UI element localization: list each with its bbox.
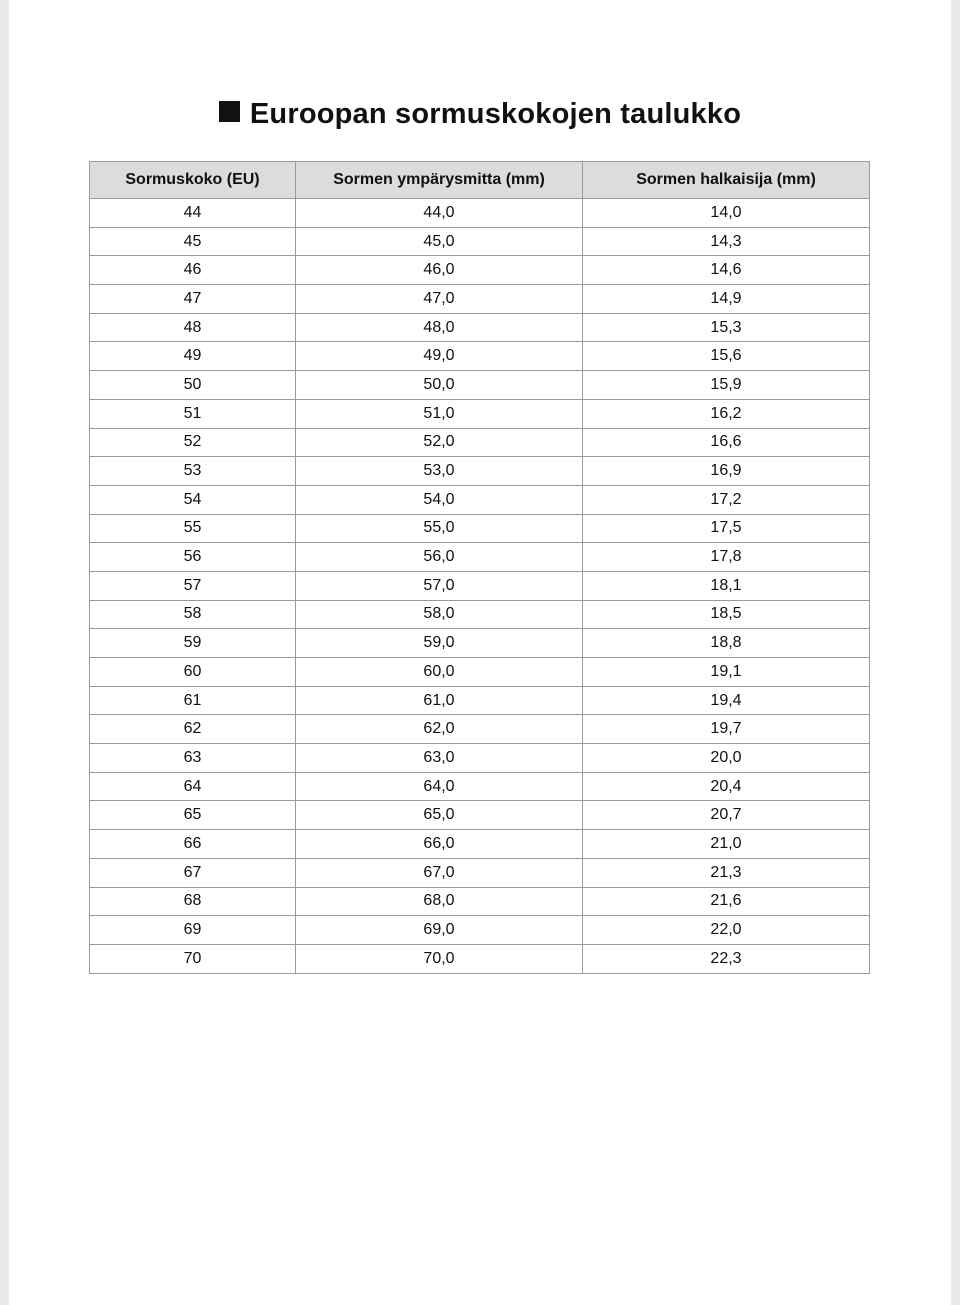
cell-ring-size: 60	[90, 658, 296, 687]
cell-ring-size: 48	[90, 313, 296, 342]
ring-size-table	[89, 161, 870, 974]
cell-circumference: 64,0	[296, 772, 583, 801]
cell-circumference: 55,0	[296, 514, 583, 543]
cell-circumference: 65,0	[296, 801, 583, 830]
cell-circumference: 45,0	[296, 227, 583, 256]
cell-diameter: 19,7	[583, 715, 870, 744]
table-row	[90, 858, 870, 887]
cell-diameter: 19,4	[583, 686, 870, 715]
table-row	[90, 485, 870, 514]
cell-diameter: 15,6	[583, 342, 870, 371]
header-circumference: Sormen ympärysmitta (mm)	[296, 162, 583, 199]
header-ring-size: Sormuskoko (EU)	[90, 162, 296, 199]
cell-circumference: 57,0	[296, 571, 583, 600]
cell-ring-size: 53	[90, 457, 296, 486]
cell-circumference: 48,0	[296, 313, 583, 342]
table-row	[90, 744, 870, 773]
cell-ring-size: 50	[90, 371, 296, 400]
cell-diameter: 14,9	[583, 285, 870, 314]
table-header-row	[90, 162, 870, 199]
table-row	[90, 514, 870, 543]
cell-circumference: 70,0	[296, 944, 583, 973]
table-row	[90, 887, 870, 916]
cell-circumference: 59,0	[296, 629, 583, 658]
cell-circumference: 68,0	[296, 887, 583, 916]
cell-diameter: 21,3	[583, 858, 870, 887]
cell-ring-size: 57	[90, 571, 296, 600]
cell-ring-size: 68	[90, 887, 296, 916]
black-square-icon	[219, 101, 240, 122]
cell-diameter: 18,1	[583, 571, 870, 600]
cell-diameter: 21,6	[583, 887, 870, 916]
table-row	[90, 256, 870, 285]
cell-circumference: 69,0	[296, 916, 583, 945]
cell-circumference: 51,0	[296, 399, 583, 428]
cell-diameter: 21,0	[583, 830, 870, 859]
cell-circumference: 63,0	[296, 744, 583, 773]
cell-diameter: 20,7	[583, 801, 870, 830]
cell-ring-size: 45	[90, 227, 296, 256]
cell-circumference: 46,0	[296, 256, 583, 285]
cell-circumference: 66,0	[296, 830, 583, 859]
table-row	[90, 629, 870, 658]
cell-ring-size: 49	[90, 342, 296, 371]
table-row	[90, 428, 870, 457]
cell-ring-size: 52	[90, 428, 296, 457]
cell-ring-size: 58	[90, 600, 296, 629]
table-row	[90, 227, 870, 256]
cell-ring-size: 61	[90, 686, 296, 715]
cell-circumference: 61,0	[296, 686, 583, 715]
cell-diameter: 15,3	[583, 313, 870, 342]
cell-ring-size: 69	[90, 916, 296, 945]
cell-diameter: 14,0	[583, 199, 870, 228]
cell-circumference: 47,0	[296, 285, 583, 314]
cell-diameter: 19,1	[583, 658, 870, 687]
cell-circumference: 62,0	[296, 715, 583, 744]
cell-diameter: 16,9	[583, 457, 870, 486]
page-title	[9, 98, 951, 131]
cell-ring-size: 63	[90, 744, 296, 773]
cell-ring-size: 59	[90, 629, 296, 658]
cell-ring-size: 46	[90, 256, 296, 285]
cell-circumference: 58,0	[296, 600, 583, 629]
cell-diameter: 17,5	[583, 514, 870, 543]
table-row	[90, 571, 870, 600]
cell-circumference: 52,0	[296, 428, 583, 457]
table-row	[90, 285, 870, 314]
table-row	[90, 313, 870, 342]
table-row	[90, 399, 870, 428]
cell-diameter: 17,8	[583, 543, 870, 572]
table-body	[90, 199, 870, 974]
table-row	[90, 916, 870, 945]
table-row	[90, 801, 870, 830]
cell-ring-size: 62	[90, 715, 296, 744]
cell-ring-size: 55	[90, 514, 296, 543]
cell-diameter: 17,2	[583, 485, 870, 514]
cell-diameter: 14,3	[583, 227, 870, 256]
cell-circumference: 67,0	[296, 858, 583, 887]
table-row	[90, 658, 870, 687]
cell-diameter: 15,9	[583, 371, 870, 400]
cell-diameter: 22,0	[583, 916, 870, 945]
cell-ring-size: 51	[90, 399, 296, 428]
cell-ring-size: 65	[90, 801, 296, 830]
cell-ring-size: 54	[90, 485, 296, 514]
cell-ring-size: 67	[90, 858, 296, 887]
cell-circumference: 54,0	[296, 485, 583, 514]
table-row	[90, 199, 870, 228]
table-row	[90, 543, 870, 572]
header-diameter: Sormen halkaisija (mm)	[583, 162, 870, 199]
cell-diameter: 14,6	[583, 256, 870, 285]
cell-ring-size: 47	[90, 285, 296, 314]
table-row	[90, 830, 870, 859]
cell-diameter: 18,8	[583, 629, 870, 658]
cell-circumference: 53,0	[296, 457, 583, 486]
cell-diameter: 20,4	[583, 772, 870, 801]
cell-diameter: 18,5	[583, 600, 870, 629]
cell-circumference: 49,0	[296, 342, 583, 371]
cell-circumference: 50,0	[296, 371, 583, 400]
cell-circumference: 56,0	[296, 543, 583, 572]
cell-diameter: 22,3	[583, 944, 870, 973]
cell-diameter: 16,6	[583, 428, 870, 457]
cell-ring-size: 44	[90, 199, 296, 228]
cell-ring-size: 56	[90, 543, 296, 572]
cell-ring-size: 64	[90, 772, 296, 801]
cell-circumference: 60,0	[296, 658, 583, 687]
document-page	[9, 0, 951, 1305]
table-row	[90, 715, 870, 744]
cell-diameter: 20,0	[583, 744, 870, 773]
page-title-text: Euroopan sormuskokojen taulukko	[249, 98, 742, 130]
table-row	[90, 371, 870, 400]
table-row	[90, 600, 870, 629]
table-row	[90, 342, 870, 371]
table-row	[90, 944, 870, 973]
cell-ring-size: 66	[90, 830, 296, 859]
table-row	[90, 686, 870, 715]
table-row	[90, 457, 870, 486]
cell-ring-size: 70	[90, 944, 296, 973]
cell-circumference: 44,0	[296, 199, 583, 228]
cell-diameter: 16,2	[583, 399, 870, 428]
table-row	[90, 772, 870, 801]
